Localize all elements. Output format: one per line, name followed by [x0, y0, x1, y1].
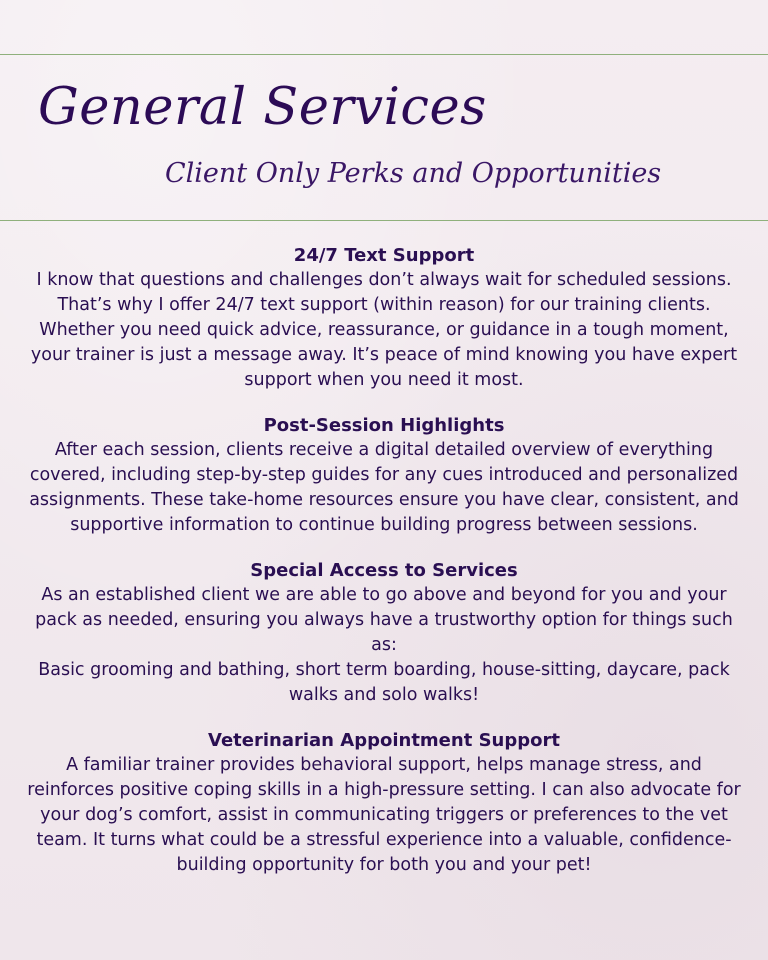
page-subtitle: Client Only Perks and Opportunities — [165, 158, 662, 189]
service-heading: Special Access to Services — [250, 560, 518, 581]
service-description: A familiar trainer provides behavioral support, helps manage stress, and reinforces positive coping skills in a high-pressure setting. I can also advocate for your dog’s comfort, assist in communicating triggers or preferences to the vet team. It turns what could be a stressful experience into a valuable, confidence-building opportunity for both you and your pet! — [27, 755, 741, 875]
service-description: After each session, clients receive a digital detailed overview of everything covered, including step-by-step guides for any cues introduced and personalized assignments. These take-home resources ensure you have clear, consistent, and supportive information to continue building progress between sessions. — [29, 440, 739, 535]
page-title: General Services — [38, 78, 487, 137]
service-heading: Post-Session Highlights — [263, 415, 505, 436]
service-special-access — [24, 558, 744, 708]
services-list — [24, 243, 744, 898]
service-description: I know that questions and challenges don’t always wait for scheduled sessions. That’s why I offer 24/7 text support (within reason) for our training clients. Whether you need quick advice, reassurance, or guidance in a tough moment, your trainer is just a message away. It’s peace of mind knowing you have expert support when you need it most. — [30, 270, 738, 390]
service-options: Basic grooming and bathing, short term boarding, house-sitting, daycare, pack walks and solo walks! — [38, 660, 730, 705]
service-vet-support — [24, 728, 744, 878]
service-post-session-highlights — [24, 413, 744, 538]
top-divider — [0, 54, 768, 55]
service-text-support — [24, 243, 744, 393]
service-heading: 24/7 Text Support — [293, 245, 475, 266]
service-heading: Veterinarian Appointment Support — [208, 730, 560, 751]
header-divider — [0, 220, 768, 221]
service-description: As an established client we are able to go above and beyond for you and your pack as needed, ensuring you always have a trustworthy option for things such as: — [35, 585, 733, 655]
